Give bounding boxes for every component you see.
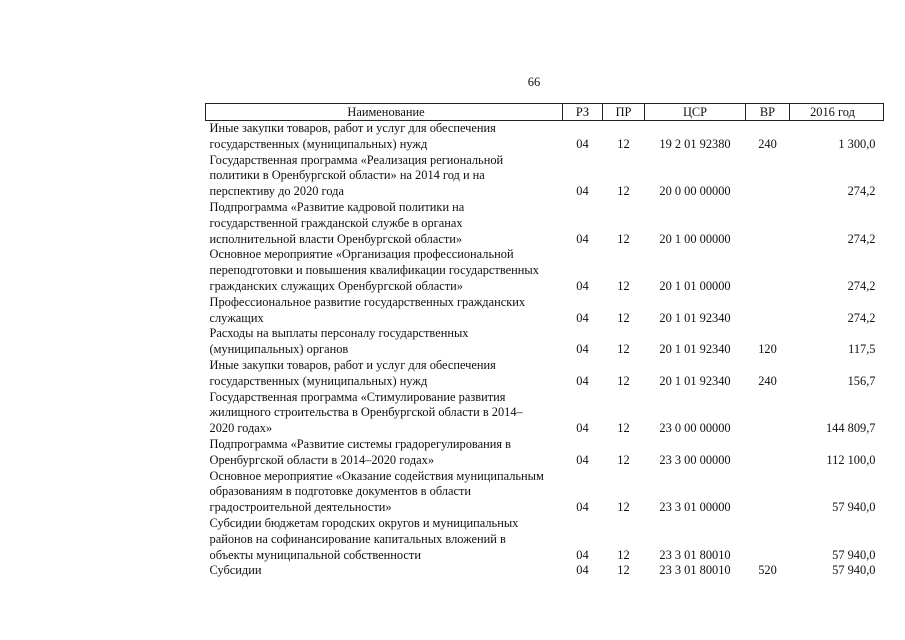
cell-pr: 12	[617, 373, 630, 388]
table-row	[206, 200, 884, 247]
cell-csr: 19 2 01 92380	[659, 136, 731, 151]
cell-rz: 04	[576, 278, 589, 293]
cell-sum: 156,7	[847, 373, 876, 388]
cell-sum: 1 300,0	[838, 136, 876, 151]
cell-vr: 120	[758, 342, 777, 357]
cell-vr	[746, 469, 790, 516]
table-row	[206, 121, 884, 153]
cell-csr: 23 3 00 00000	[659, 452, 731, 467]
row-name-text: Иные закупки товаров, работ и услуг для обеспечения государственных (муниципальных) нужд	[209, 121, 496, 151]
cell-vr: 240	[758, 373, 777, 388]
row-name-text: Субсидии	[209, 563, 262, 578]
cell-pr: 12	[617, 500, 630, 515]
cell-csr: 23 3 01 00000	[659, 500, 731, 515]
cell-sum: 117,5	[848, 342, 876, 357]
cell-vr	[746, 516, 790, 563]
cell-sum: 274,2	[847, 231, 876, 246]
cell-csr: 20 0 00 00000	[659, 184, 731, 199]
cell-csr: 23 3 01 80010	[659, 547, 731, 562]
cell-csr: 20 1 01 92340	[659, 310, 731, 325]
header-sum: 2016 год	[790, 104, 884, 121]
cell-rz: 04	[576, 500, 589, 515]
cell-rz: 04	[576, 421, 589, 436]
cell-rz: 04	[576, 231, 589, 246]
table-row	[206, 247, 884, 294]
cell-csr: 23 0 00 00000	[659, 421, 731, 436]
table-row	[206, 516, 884, 563]
header-vr: ВР	[746, 104, 790, 121]
cell-pr: 12	[617, 136, 630, 151]
cell-vr	[746, 295, 790, 327]
cell-pr: 12	[617, 278, 630, 293]
row-name-text: Подпрограмма «Развитие кадровой политики на государственной гражданской службе в органах исполнительной власти Оренбургской области»	[209, 199, 465, 246]
cell-csr: 23 3 01 80010	[659, 563, 731, 578]
cell-vr	[746, 247, 790, 294]
cell-pr: 12	[617, 547, 630, 562]
page-number: 66	[527, 75, 541, 89]
cell-sum: 144 809,7	[825, 421, 876, 436]
cell-vr: 240	[758, 136, 777, 151]
cell-pr: 12	[617, 184, 630, 199]
cell-rz: 04	[576, 547, 589, 562]
cell-name	[206, 469, 563, 516]
row-name-text: Иные закупки товаров, работ и услуг для обеспечения государственных (муниципальных) нужд	[209, 357, 496, 388]
row-name-text: Подпрограмма «Развитие системы градорегулирования в Оренбургской области в 2014–2020 годах»	[209, 436, 512, 467]
cell-name	[206, 200, 563, 247]
header-pr: ПР	[603, 104, 645, 121]
cell-csr: 20 1 00 00000	[659, 231, 731, 246]
table-row	[206, 295, 884, 327]
cell-pr: 12	[617, 421, 630, 436]
table-body	[206, 121, 884, 580]
cell-name	[206, 563, 563, 579]
header-csr: ЦСР	[645, 104, 746, 121]
table-row	[206, 326, 884, 358]
cell-sum: 57 940,0	[832, 563, 876, 578]
table-header	[206, 104, 884, 121]
cell-name	[206, 153, 563, 200]
cell-vr: 520	[758, 563, 777, 578]
cell-pr: 12	[617, 231, 630, 246]
cell-vr	[746, 153, 790, 200]
cell-csr: 20 1 01 00000	[659, 278, 731, 293]
cell-sum: 57 940,0	[832, 547, 876, 562]
table-row	[206, 390, 884, 437]
cell-sum: 112 100,0	[826, 452, 876, 467]
row-name-text: Расходы на выплаты персоналу государственных (муниципальных) органов	[209, 326, 469, 357]
table-row	[206, 153, 884, 200]
cell-name	[206, 247, 563, 294]
cell-name	[206, 358, 563, 390]
cell-name	[206, 295, 563, 327]
cell-name	[206, 390, 563, 437]
table-row	[206, 469, 884, 516]
cell-vr	[746, 437, 790, 469]
table-row	[206, 563, 884, 579]
cell-pr: 12	[617, 310, 630, 325]
row-name-text: Основное мероприятие «Оказание содействия муниципальным образованиям в подготовке документов в области градостроительной деятельности»	[209, 468, 544, 515]
cell-name	[206, 437, 563, 469]
cell-csr: 20 1 01 92340	[659, 342, 731, 357]
cell-sum: 274,2	[847, 278, 876, 293]
row-name-text: Государственная программа «Стимулирование развития жилищного строительства в Оренбургской области в 2014– 2020 годах»	[209, 389, 523, 436]
header-row	[206, 104, 884, 121]
cell-name	[206, 121, 563, 153]
cell-rz: 04	[576, 563, 589, 578]
budget-table	[205, 103, 884, 579]
cell-pr: 12	[617, 563, 630, 578]
cell-name	[206, 326, 563, 358]
cell-vr	[746, 200, 790, 247]
cell-rz: 04	[576, 136, 589, 151]
row-name-text: Профессиональное развитие государственных гражданских служащих	[209, 294, 526, 325]
cell-rz: 04	[576, 310, 589, 325]
cell-vr	[746, 390, 790, 437]
cell-csr: 20 1 01 92340	[659, 373, 731, 388]
table-row	[206, 358, 884, 390]
header-rz: РЗ	[563, 104, 603, 121]
cell-sum: 274,2	[847, 310, 876, 325]
cell-pr: 12	[617, 452, 630, 467]
cell-pr: 12	[617, 342, 630, 357]
row-name-text: Субсидии бюджетам городских округов и муниципальных районов на софинансирование капитальных вложений в объекты муниципальной собственности	[209, 515, 519, 562]
row-name-text: Основное мероприятие «Организация профессиональной переподготовки и повышения квалификации государственных гражданских служащих Оренбургской области»	[209, 247, 539, 293]
cell-rz: 04	[576, 342, 589, 357]
cell-sum: 57 940,0	[832, 500, 876, 515]
cell-rz: 04	[576, 452, 589, 467]
cell-rz: 04	[576, 373, 589, 388]
table-row	[206, 437, 884, 469]
cell-rz: 04	[576, 184, 589, 199]
cell-name	[206, 516, 563, 563]
header-name: Наименование	[206, 104, 563, 121]
row-name-text: Государственная программа «Реализация региональной политики в Оренбургской области» на 2014 год и на перспективу до 2020 года	[209, 152, 504, 199]
cell-sum: 274,2	[847, 184, 876, 199]
